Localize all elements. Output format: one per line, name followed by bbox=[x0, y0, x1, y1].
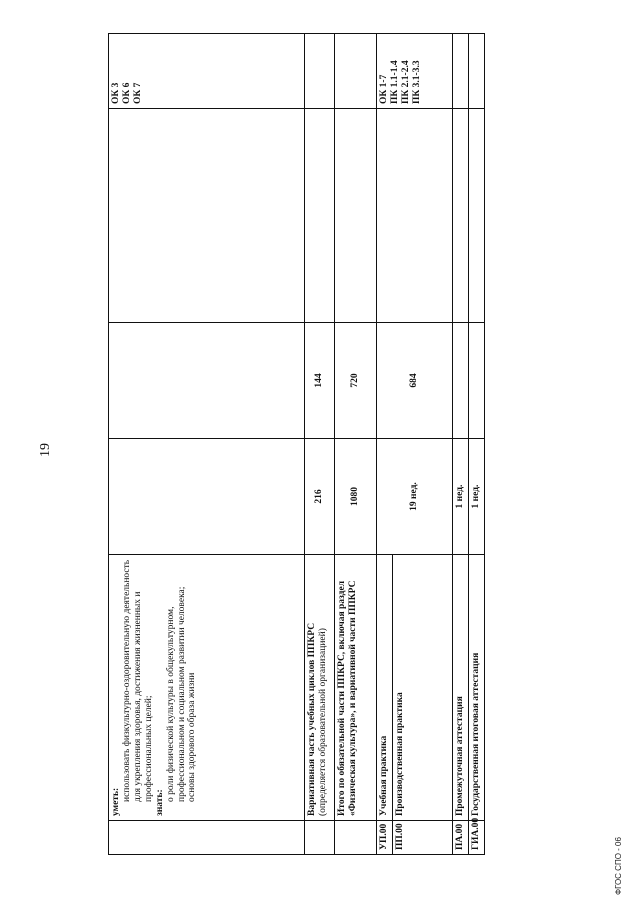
competency: ПК 3.1-3.3 bbox=[411, 60, 422, 104]
page-number: 19 bbox=[38, 443, 53, 457]
table-row bbox=[335, 34, 377, 855]
spacer-cell bbox=[109, 109, 305, 323]
competency: ОК 7 bbox=[132, 82, 143, 104]
umet-text: использовать физкультурно-оздоровительную деятельность для укрепления здоровья, достижения жизненных и профессиональных целей; bbox=[121, 559, 154, 802]
code-cell bbox=[109, 821, 305, 855]
competencies-cell bbox=[305, 34, 335, 109]
hours-cell bbox=[452, 323, 468, 439]
code-cell: УП.00 bbox=[377, 821, 393, 855]
competencies-cell bbox=[377, 34, 453, 109]
code-cell: ГИА.00 bbox=[468, 821, 484, 855]
spacer-cell bbox=[468, 109, 484, 323]
code-cell bbox=[335, 821, 377, 855]
znat-label: знать: bbox=[154, 789, 165, 816]
competency: ПК 1.1-1.4 bbox=[389, 60, 400, 104]
spacer-cell bbox=[305, 109, 335, 323]
competencies-cell bbox=[109, 34, 305, 109]
hours-cell bbox=[109, 323, 305, 439]
curriculum-table bbox=[108, 33, 485, 855]
competency: ПК 2.1-2.4 bbox=[400, 60, 411, 104]
table-row bbox=[305, 34, 335, 855]
hours-cell: 144 bbox=[305, 323, 335, 439]
table-row bbox=[468, 34, 484, 855]
hours-cell: 684 bbox=[377, 323, 453, 439]
content-cell bbox=[305, 555, 335, 821]
max-load-cell: 19 нед. bbox=[377, 439, 453, 555]
znat-text-2: основы здорового образа жизни bbox=[187, 672, 198, 802]
table-row bbox=[452, 34, 468, 855]
max-load-cell: 1080 bbox=[335, 439, 377, 555]
table-row bbox=[377, 34, 393, 855]
row-title: Вариативная часть учебных циклов ППКРС bbox=[307, 622, 317, 816]
content-cell: Итого по обязательной части ППКРС, включая раздел «Физическая культура», и вариативной части ППКРС bbox=[335, 555, 377, 821]
content-cell: Государственная итоговая аттестация bbox=[468, 555, 484, 821]
code-cell: ПП.00 bbox=[392, 821, 452, 855]
content-cell bbox=[109, 555, 305, 821]
competency: ОК 1-7 bbox=[379, 74, 389, 104]
competencies-cell bbox=[335, 34, 377, 109]
content-cell: Промежуточная аттестация bbox=[452, 555, 468, 821]
code-cell: ПА.00 bbox=[452, 821, 468, 855]
table-row bbox=[109, 34, 305, 855]
competencies-cell bbox=[468, 34, 484, 109]
max-load-cell bbox=[109, 439, 305, 555]
znat-text-1: о роли физической культуры в общекультурном, профессиональном и социальном развитии человека; bbox=[165, 586, 187, 802]
spacer-cell bbox=[377, 109, 453, 323]
competency: ОК 3 bbox=[111, 82, 121, 104]
hours-cell: 720 bbox=[335, 323, 377, 439]
hours-cell bbox=[468, 323, 484, 439]
content-cell: Производственная практика bbox=[392, 555, 452, 821]
competencies-cell bbox=[452, 34, 468, 109]
competency: ОК 6 bbox=[121, 82, 132, 104]
max-load-cell: 1 нед. bbox=[468, 439, 484, 555]
spacer-cell bbox=[452, 109, 468, 323]
spacer-cell bbox=[335, 109, 377, 323]
content-cell: Учебная практика bbox=[377, 555, 393, 821]
document-footer: ФГОС СПО - 06 bbox=[614, 837, 623, 895]
code-cell bbox=[305, 821, 335, 855]
max-load-cell: 1 нед. bbox=[452, 439, 468, 555]
row-note: (определяется образовательной организацией) bbox=[317, 628, 328, 816]
max-load-cell: 216 bbox=[305, 439, 335, 555]
umet-label: уметь: bbox=[111, 787, 121, 816]
